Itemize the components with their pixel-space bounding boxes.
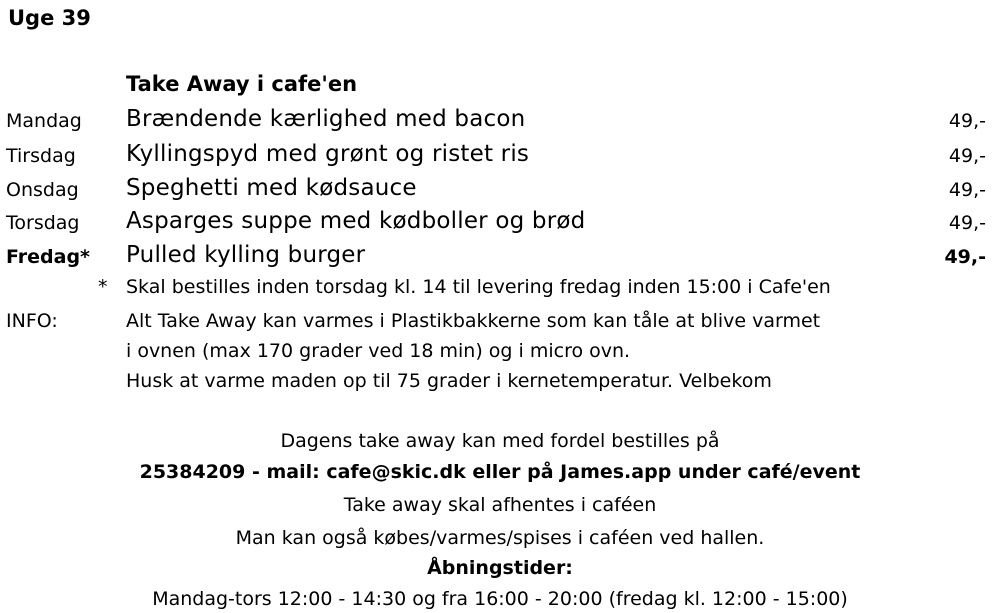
menu-day: Tirsdag [6,145,76,167]
menu-day: Torsdag [6,212,80,234]
menu-dish: Pulled kylling burger [126,242,366,268]
info-line: Alt Take Away kan varmes i Plastikbakkerne som kan tåle at blive varmet [126,310,821,332]
menu-price: 49,- [948,212,986,234]
menu-day: Mandag [6,110,82,132]
menu-day: Onsdag [6,179,79,201]
menu-price: 49,- [944,246,986,268]
menu-dish: Kyllingspyd med grønt og ristet ris [126,141,530,167]
menu-day: Fredag* [6,246,90,268]
info-label: INFO: [6,310,58,332]
menu-price: 49,- [948,145,986,167]
pickup-note: Take away skal afhentes i caféen [343,494,657,516]
menu-dish: Brændende kærlighed med bacon [126,106,526,132]
contact-line: 25384209 - mail: cafe@skic.dk eller på James.app under café/event [139,461,861,483]
menu-price: 49,- [948,179,986,201]
info-line: i ovnen (max 170 grader ved 18 min) og i micro ovn. [126,340,631,362]
footnote-marker: * [98,276,108,298]
menu-price: 49,- [948,110,986,132]
menu-heading: Take Away i cafe'en [126,72,358,96]
menu-dish: Asparges suppe med kødboller og brød [126,208,586,234]
order-intro: Dagens take away kan med fordel bestilles på [280,430,720,452]
opening-hours: Mandag-tors 12:00 - 14:30 og fra 16:00 - 20:00 (fredag kl. 12:00 - 15:00) [152,588,848,610]
week-title: Uge 39 [8,6,91,30]
menu-dish: Speghetti med kødsauce [126,175,417,201]
hours-title: Åbningstider: [427,557,573,579]
footnote-text: Skal bestilles inden torsdag kl. 14 til levering fredag inden 15:00 i Cafe'en [126,276,831,298]
info-line: Husk at varme maden op til 75 grader i kernetemperatur. Velbekom [126,370,772,392]
cafe-note: Man kan også købes/varmes/spises i caféen ved hallen. [235,527,765,549]
